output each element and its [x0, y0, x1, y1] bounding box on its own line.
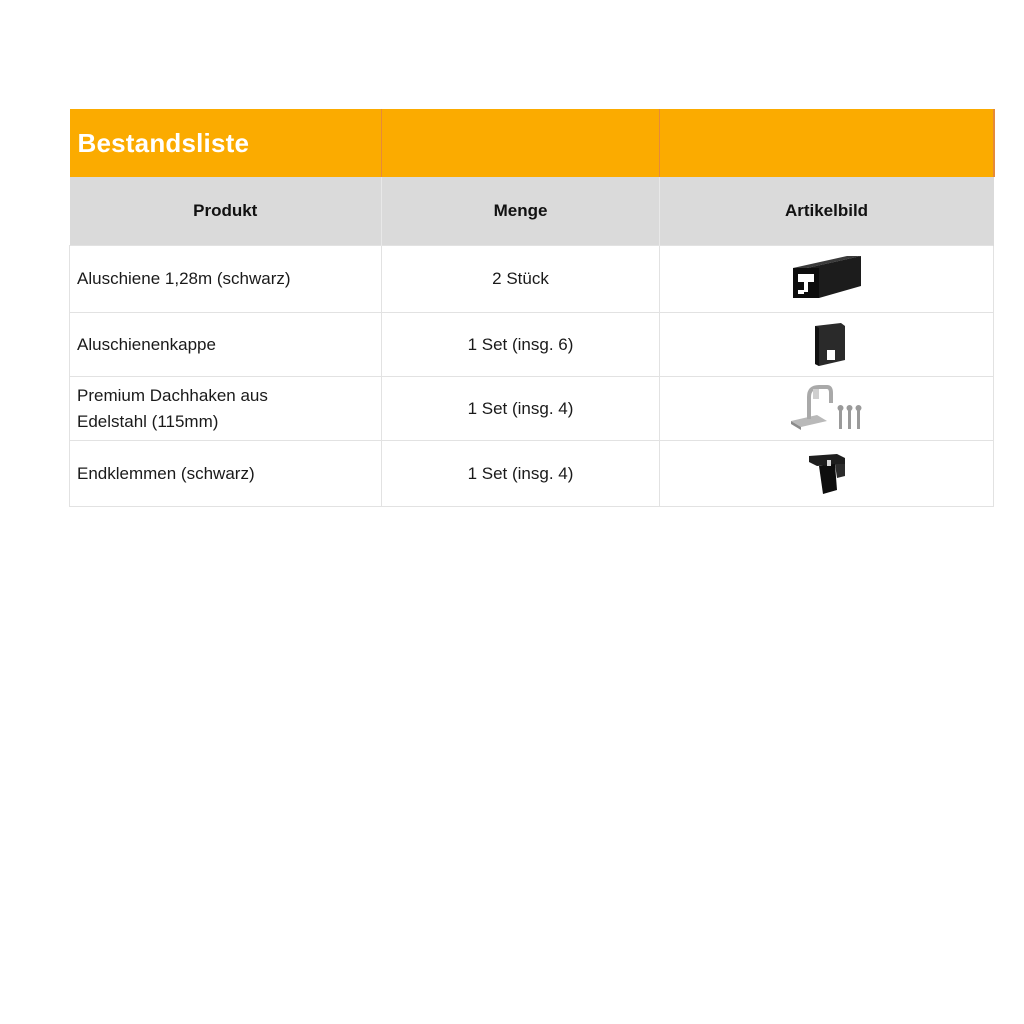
rail-end-cap-icon [805, 320, 849, 370]
table-title: Bestandsliste [77, 127, 250, 158]
column-header-quantity: Menge [382, 177, 660, 246]
image-cell [660, 313, 994, 377]
product-name: Aluschienenkappe [77, 334, 216, 354]
aluminium-rail-icon [789, 254, 865, 304]
table-row [70, 377, 994, 441]
inventory-table [69, 109, 995, 507]
inventory-sheet [69, 109, 993, 507]
roof-hook-with-screws-icon [787, 383, 867, 435]
product-cell [70, 246, 382, 313]
image-cell [660, 246, 994, 313]
title-cell [70, 109, 382, 177]
image-cell [660, 377, 994, 441]
table-row [70, 313, 994, 377]
header-row [70, 177, 994, 246]
image-cell [660, 441, 994, 507]
product-cell [70, 441, 382, 507]
end-clamp-icon [805, 450, 849, 498]
quantity-cell: 2 Stück [382, 246, 660, 313]
product-cell [70, 313, 382, 377]
table-row [70, 246, 994, 313]
product-name: Aluschiene 1,28m (schwarz) [77, 269, 291, 288]
table-row [70, 441, 994, 507]
column-header-image: Artikelbild [660, 177, 994, 246]
product-cell [70, 377, 382, 441]
product-name: Endklemmen (schwarz) [77, 463, 255, 483]
product-name-line: Premium Dachhaken aus [77, 385, 268, 405]
quantity-cell: 1 Set (insg. 4) [382, 441, 660, 507]
product-name-line: Edelstahl (115mm) [77, 411, 219, 431]
quantity-cell: 1 Set (insg. 6) [382, 313, 660, 377]
column-header-product: Produkt [70, 177, 382, 246]
title-cell-empty [382, 109, 660, 177]
title-row [70, 109, 994, 177]
title-cell-empty [660, 109, 994, 177]
quantity-cell: 1 Set (insg. 4) [382, 377, 660, 441]
